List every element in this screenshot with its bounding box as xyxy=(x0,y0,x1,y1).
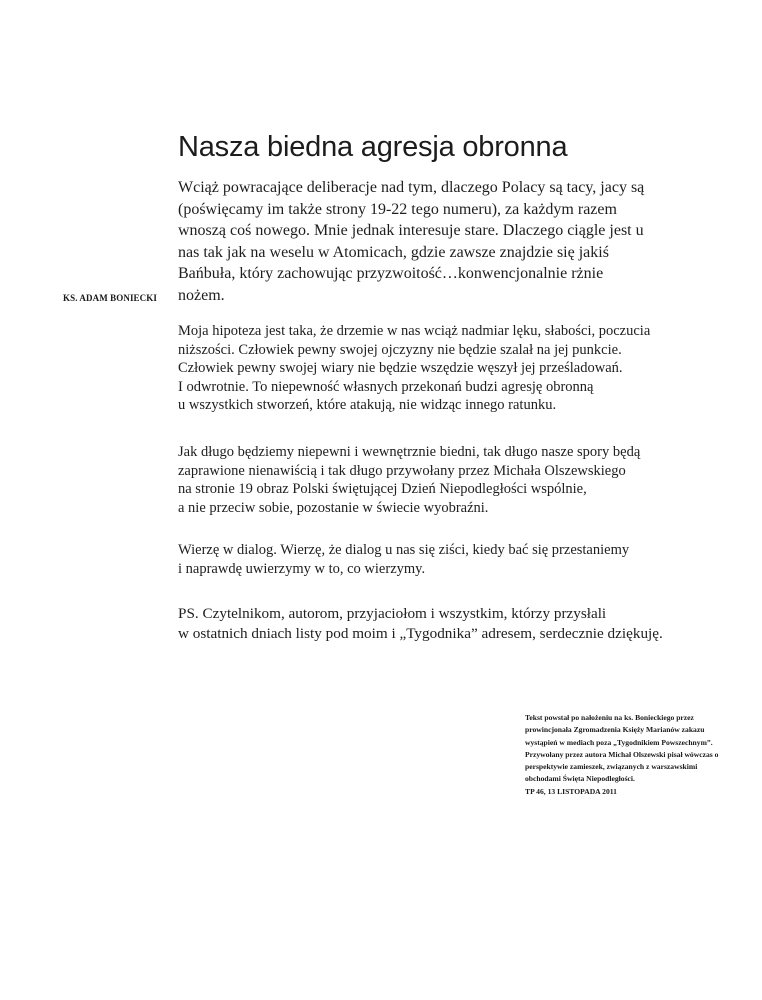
paragraph-line: na stronie 19 obraz Polski świętującej Dzień Niepodległości wspólnie, xyxy=(178,481,587,498)
article-paragraph-1 xyxy=(178,177,644,306)
paragraph-line: Moja hipoteza jest taka, że drzemie w nas wciąż nadmiar lęku, słabości, poczucia xyxy=(178,323,651,339)
article-postscript xyxy=(178,604,663,644)
paragraph-line: w ostatnich dniach listy pod moim i „Tygodnika” adresem, serdecznie dziękuję. xyxy=(178,625,663,642)
author-byline: KS. ADAM BONIECKI xyxy=(63,293,157,303)
paragraph-line: wnoszą coś nowego. Mnie jednak interesuje stare. Dlaczego ciągle jest u xyxy=(178,222,644,239)
paragraph-line: nożem. xyxy=(178,286,225,304)
paragraph-line: (poświęcamy im także strony 19-22 tego numeru), za każdym razem xyxy=(178,200,617,218)
note-line: prowincjonała Zgromadzenia Księży Marianów zakazu xyxy=(525,725,705,735)
paragraph-line: Wierzę w dialog. Wierzę, że dialog u nas się ziści, kiedy bać się przestaniemy xyxy=(178,542,630,558)
article-title: Nasza biedna agresja obronna xyxy=(178,131,568,163)
paragraph-line: nas tak jak na weselu w Atomicach, gdzie zawsze znajdzie się jakiś xyxy=(178,243,609,261)
paragraph-line: Jak długo będziemy niepewni i wewnętrznie biedni, tak długo nasze spory będą xyxy=(178,444,641,460)
paragraph-line: a nie przeciw sobie, pozostanie w świecie wyobraźni. xyxy=(178,499,489,516)
paragraph-line: I odwrotnie. To niepewność własnych przekonań budzi agresję obronną xyxy=(178,378,594,395)
publication-dateline: TP 46, 13 LISTOPADA 2011 xyxy=(525,787,617,796)
paragraph-line: Wciąż powracające deliberacje nad tym, dlaczego Polacy są tacy, jacy są xyxy=(178,179,645,196)
article-paragraph-4 xyxy=(178,541,629,578)
note-line: obchodami Święta Niepodległości. xyxy=(525,774,635,784)
editorial-note xyxy=(525,712,718,786)
article-paragraph-2 xyxy=(178,322,650,415)
note-line: Tekst powstał po nałożeniu na ks. Bonieckiego przez xyxy=(525,713,694,722)
note-line: wystąpień w mediach poza „Tygodnikiem Powszechnym”. xyxy=(525,737,713,747)
paragraph-line: zaprawione nienawiścią i tak długo przywołany przez Michała Olszewskiego xyxy=(178,462,626,479)
note-line: Przywołany przez autora Michał Olszewski pisał wówczas o xyxy=(525,749,719,759)
paragraph-line: u wszystkich stworzeń, które atakują, nie widząc innego ratunku. xyxy=(178,397,557,414)
paragraph-line: Człowiek pewny swojej wiary nie będzie wszędzie węszył jej prześladowań. xyxy=(178,360,623,377)
note-line: perspektywie zamieszek, związanych z warszawskimi xyxy=(525,762,698,772)
paragraph-line: PS. Czytelnikom, autorom, przyjaciołom i wszystkim, którzy przysłali xyxy=(178,605,607,622)
paragraph-line: i naprawdę uwierzymy w to, co wierzymy. xyxy=(178,560,426,577)
paragraph-line: niższości. Człowiek pewny swojej ojczyzny nie będzie szalał na jej punkcie. xyxy=(178,341,622,358)
article-paragraph-3 xyxy=(178,443,640,517)
paragraph-line: Bańbuła, który zachowując przyzwoitość…konwencjonalnie rżnie xyxy=(178,265,604,282)
